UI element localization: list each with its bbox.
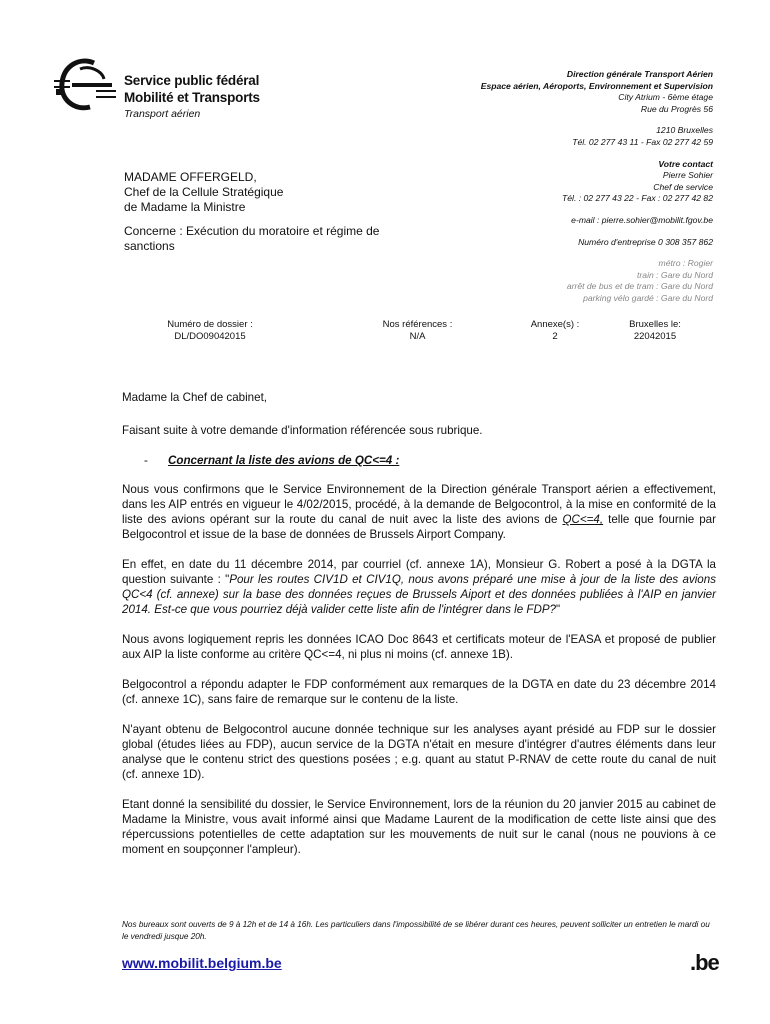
salutation: Madame la Chef de cabinet,: [122, 391, 268, 404]
contact-name: Pierre Sohier: [662, 170, 713, 181]
ref-our-references: [360, 319, 475, 343]
letter-body: [122, 390, 716, 872]
recipient-line-2: Chef de la Cellule Stratégique: [124, 185, 284, 199]
organization-name: [124, 72, 260, 123]
sender-line-2: Espace aérien, Aéroports, Environnement et Supervision: [480, 80, 713, 91]
contact-role: Chef de service: [653, 181, 713, 192]
heading-dash: -: [144, 454, 148, 467]
ref-date: [605, 319, 705, 343]
subject-line: Concerne : Exécution du moratoire et régime de sanctions: [124, 224, 380, 253]
transit-train: train : Gare du Nord: [637, 269, 713, 280]
org-line-3: Transport aérien: [124, 108, 201, 120]
intro-paragraph: Faisant suite à votre demande d'information référencée sous rubrique.: [122, 424, 483, 437]
company-number: Numéro d'entreprise 0 308 357 862: [578, 236, 713, 247]
ref-our-references-label: Nos références :: [382, 319, 453, 330]
sender-line-6: Tél. 02 277 43 11 - Fax 02 277 42 59: [572, 136, 713, 147]
office-hours-note: Nos bureaux sont ouverts de 9 à 12h et de 14 à 16h. Les particuliers dans l'impossibilité de se libérer durant ces heures, peuvent solliciter un entretien le mardi ou le vendredi jusque 20h.: [122, 920, 710, 941]
org-line-2: Mobilité et Transports: [124, 90, 260, 105]
website-link[interactable]: www.mobilit.belgium.be: [122, 955, 282, 971]
paragraph-1: Nous vous confirmons que le Service Environnement de la Direction générale Transport aérien a effectivement, dans les AIP entrés en vigueur le 4/02/2015, procédé, à la demande de Belgocontrol, à la mise en conformité de la liste des avions opérant sur la route du canal de nuit avec la liste des avions de QC<=4, telle que fournie par Belgocontrol et issue de la base de données de Brussels Airport Company.: [122, 483, 716, 541]
ref-date-value: 22042015: [633, 331, 677, 342]
transit-bike-parking: parking vélo gardé : Gare du Nord: [583, 292, 713, 303]
transit-metro: métro : Rogier: [658, 258, 713, 269]
quoted-question: Pour les routes CIV1D et CIV1Q, nous avons préparé une mise à jour de la liste des avions QC<4 (cf. annexe) sur la base des données reçues de Brussels Aiport et des données publiées à l'AIP en janvier 2014. Est-ce que vous pourriez déjà valider cette liste afin de l'intégrer dans le FDP?: [122, 573, 717, 616]
paragraph-6: Etant donné la sensibilité du dossier, le Service Environnement, lors de la réunion du 20 janvier 2015 au cabinet de Madame la Ministre, vous avait informé ainsi que Madame Laurent de la modification de cette liste ainsi que des répercussions potentielles de cette adaptation sur les mouvements de nuit sur le canal (nous ne pouvions à ce moment en soupçonner l'ampleur).: [122, 798, 716, 856]
ref-dossier: [155, 319, 265, 343]
ref-dossier-label: Numéro de dossier :: [167, 319, 253, 330]
ref-annexes-label: Annexe(s) :: [530, 319, 580, 330]
sender-line-4: Rue du Progrès 56: [640, 103, 713, 114]
sender-block: [353, 69, 713, 305]
ref-dossier-value: DL/DO09042015: [174, 331, 246, 342]
contact-email: e-mail : pierre.sohier@mobilit.fgov.be: [571, 214, 713, 225]
ref-our-references-value: N/A: [409, 331, 426, 342]
recipient-line-1: MADAME OFFERGELD,: [124, 170, 257, 184]
federal-logo-icon: [50, 55, 120, 115]
contact-title: Votre contact: [658, 158, 713, 169]
paragraph-4: Belgocontrol a répondu adapter le FDP conformément aux remarques de la DGTA en date du 23 décembre 2014 (cf. annexe 1C), sans faire de remarque sur le contenu de la liste.: [122, 678, 716, 706]
paragraph-5: N'ayant obtenu de Belgocontrol aucune donnée technique sur les analyses ayant présidé au FDP sur le dossier global (études liées au FDP), aucun service de la DGTA n'était en mesure d'intégrer d'autres éléments dans leur analyse que le contenu strict des questions posées ; e.g. quant au statut P-RNAV de cette route du canal de nuit (cf. annexe 1D).: [122, 723, 716, 781]
ref-date-label: Bruxelles le:: [629, 319, 681, 330]
ref-annexes: [510, 319, 600, 343]
section-heading: [144, 453, 716, 468]
be-logo: .be: [690, 950, 719, 975]
paragraph-3: Nous avons logiquement repris les données ICAO Doc 8643 et certificats moteur de l'EASA et proposé de publier aux AIP la liste conforme au critère QC<=4, ni plus ni moins (cf. annexe 1B).: [122, 633, 716, 661]
transit-bus-tram: arrêt de bus et de tram : Gare du Nord: [566, 281, 713, 292]
sender-line-3: City Atrium - 6ème étage: [618, 92, 713, 103]
contact-phone: Tél. : 02 277 43 22 - Fax : 02 277 42 82: [562, 193, 713, 204]
org-line-1: Service public fédéral: [124, 73, 260, 88]
heading-text: Concernant la liste des avions de QC<=4 :: [168, 454, 400, 467]
qc-underlined: QC<=4,: [562, 513, 604, 526]
recipient-line-3: de Madame la Ministre: [124, 200, 246, 214]
paragraph-2: En effet, en date du 11 décembre 2014, par courriel (cf. annexe 1A), Monsieur G. Robert a posé à la DGTA la question suivante : "Pour les routes CIV1D et CIV1Q, nous avons préparé une mise à jour de la liste des avions QC<4 (cf. annexe) sur la base des données reçues de Brussels Aiport et des données publiées à l'AIP en janvier 2014. Est-ce que vous pourriez déjà valider cette liste afin de l'intégrer dans le FDP?": [122, 558, 717, 616]
ref-annexes-value: 2: [552, 331, 558, 342]
sender-line-5: 1210 Bruxelles: [656, 125, 713, 136]
recipient-block: [124, 170, 283, 215]
sender-line-1: Direction générale Transport Aérien: [566, 69, 713, 79]
